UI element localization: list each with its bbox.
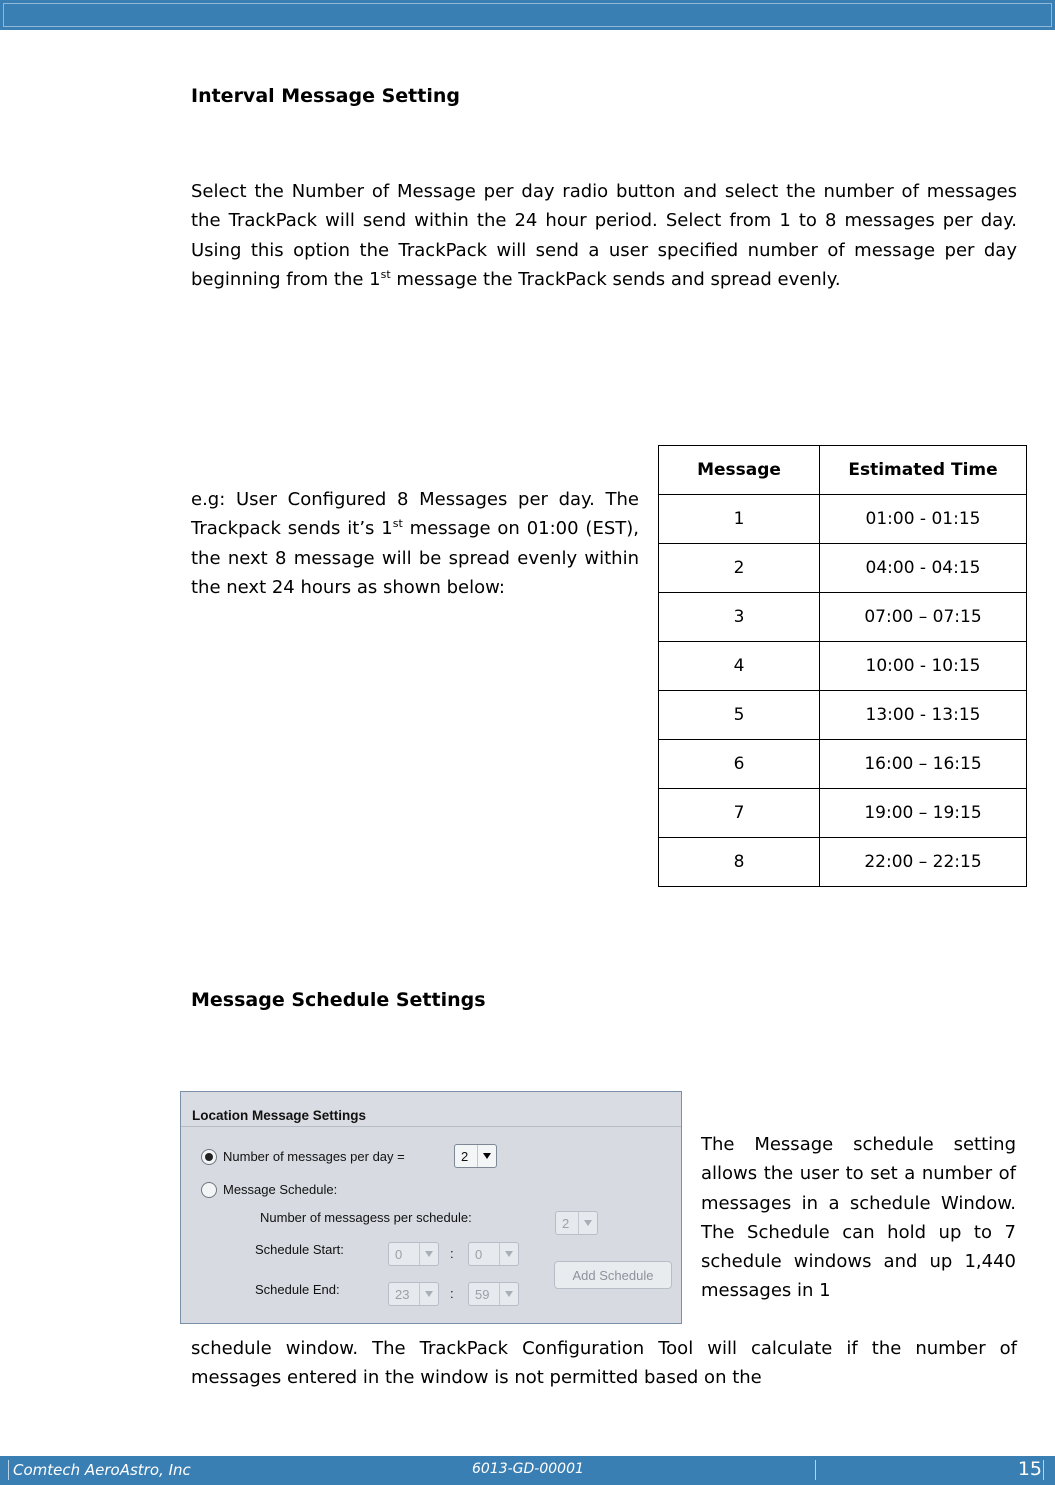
message-number-cell: 2 (659, 544, 820, 593)
table-header-row (659, 446, 1027, 495)
estimated-time-cell: 13:00 - 13:15 (820, 691, 1027, 740)
table-row (659, 642, 1027, 691)
per-day-radio[interactable] (201, 1149, 217, 1165)
estimated-time-cell: 19:00 – 19:15 (820, 789, 1027, 838)
estimated-time-table (658, 445, 1027, 887)
schedule-continuation-paragraph: schedule window. The TrackPack Configuration Tool will calculate if the number of messages entered in the window is not permitted based on the (191, 1338, 1017, 1389)
example-paragraph: e.g: User Configured 8 Messages per day. The Trackpack sends it’s 1st message on 01:00 (EST), the next 8 message will be spread evenly within the next 24 hours as shown below: (191, 489, 639, 598)
footer-bar (0, 1456, 1055, 1485)
column-header-estimated-time: Estimated Time (820, 446, 1027, 495)
per-day-select[interactable]: 2 (454, 1144, 497, 1168)
footer-company: Comtech AeroAstro, Inc (13, 1461, 191, 1479)
message-number-cell: 3 (659, 593, 820, 642)
message-number-cell: 6 (659, 740, 820, 789)
table-row (659, 691, 1027, 740)
estimated-time-cell: 07:00 – 07:15 (820, 593, 1027, 642)
table-row (659, 838, 1027, 887)
start-hour-select[interactable]: 0 (388, 1242, 439, 1266)
end-minute-select[interactable]: 59 (468, 1282, 519, 1306)
schedule-label: Message Schedule: (223, 1182, 338, 1197)
schedule-start-label: Schedule Start: (255, 1242, 344, 1257)
message-number-cell: 1 (659, 495, 820, 544)
table-row (659, 495, 1027, 544)
location-message-settings-panel (180, 1091, 682, 1324)
chevron-down-icon (419, 1283, 438, 1305)
schedule-end-label: Schedule End: (255, 1282, 340, 1297)
interval-intro-paragraph: Select the Number of Message per day radio button and select the number of messages the TrackPack will send within the 24 hour period. Select from 1 to 8 messages per day. Using this option the TrackPack will send a user specified number of message per day beginning from the 1st message the TrackPack sends and spread evenly. (191, 181, 1017, 290)
section-title-schedule: Message Schedule Settings (191, 989, 486, 1011)
table-row (659, 789, 1027, 838)
schedule-side-paragraph: The Message schedule setting allows the user to set a number of messages in a schedule Window. The Schedule can hold up to 7 schedule windows and up 1,440 messages in 1 (701, 1134, 1016, 1302)
estimated-time-cell: 04:00 - 04:15 (820, 544, 1027, 593)
per-schedule-select[interactable]: 2 (555, 1211, 598, 1235)
estimated-time-cell: 10:00 - 10:15 (820, 642, 1027, 691)
add-schedule-button[interactable]: Add Schedule (554, 1261, 672, 1289)
table-row (659, 740, 1027, 789)
estimated-time-cell: 01:00 - 01:15 (820, 495, 1027, 544)
section-title-interval: Interval Message Setting (191, 85, 460, 107)
schedule-radio[interactable] (201, 1182, 217, 1198)
message-number-cell: 4 (659, 642, 820, 691)
table-row (659, 544, 1027, 593)
message-number-cell: 7 (659, 789, 820, 838)
chevron-down-icon (499, 1243, 518, 1265)
footer-doc-number: 6013-GD-00001 (472, 1461, 584, 1477)
end-hour-select[interactable]: 23 (388, 1282, 439, 1306)
chevron-down-icon (499, 1283, 518, 1305)
chevron-down-icon (578, 1212, 597, 1234)
page-number: 15 (1017, 1458, 1042, 1480)
chevron-down-icon (477, 1145, 496, 1167)
start-colon: : (450, 1246, 454, 1261)
start-minute-select[interactable]: 0 (468, 1242, 519, 1266)
table-row (659, 593, 1027, 642)
message-number-cell: 5 (659, 691, 820, 740)
panel-title: Location Message Settings (181, 1092, 681, 1127)
estimated-time-cell: 16:00 – 16:15 (820, 740, 1027, 789)
message-number-cell: 8 (659, 838, 820, 887)
chevron-down-icon (419, 1243, 438, 1265)
per-schedule-label: Number of messagess per schedule: (260, 1210, 472, 1225)
estimated-time-cell: 22:00 – 22:15 (820, 838, 1027, 887)
end-colon: : (450, 1286, 454, 1301)
header-bar (0, 0, 1055, 30)
column-header-message: Message (659, 446, 820, 495)
per-day-label: Number of messages per day = (223, 1149, 405, 1164)
